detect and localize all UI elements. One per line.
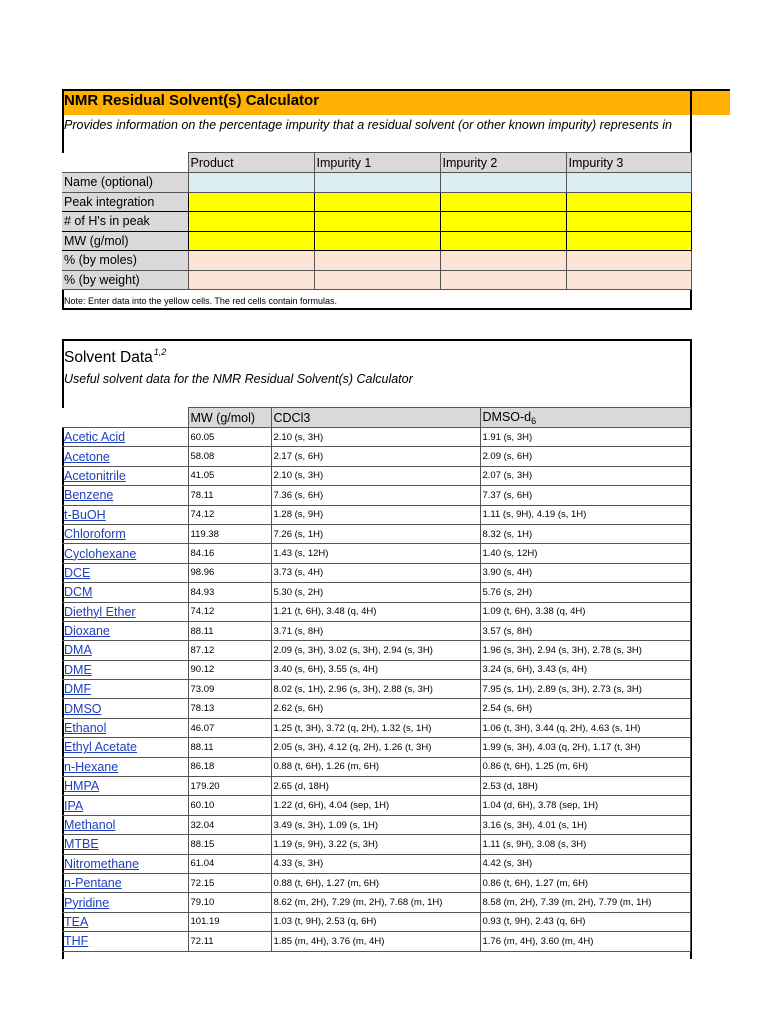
solvent-name-cell	[62, 428, 188, 447]
table-row	[62, 738, 690, 757]
mw-cell: 46.07	[188, 718, 271, 737]
solvent-link[interactable]: Nitromethane	[64, 856, 140, 871]
dmso-header-subscript: 6	[531, 415, 537, 426]
dmso-shift-cell: 3.16 (s, 3H), 4.01 (s, 1H)	[480, 815, 690, 834]
cdcl3-shift-cell: 1.21 (t, 6H), 3.48 (q, 4H)	[271, 602, 480, 621]
solvent-link[interactable]: t-BuOH	[64, 507, 106, 522]
table-row	[62, 602, 690, 621]
table-row	[62, 447, 690, 466]
input-cell-hcount-product[interactable]	[188, 212, 314, 232]
column-header-dmso	[480, 408, 690, 428]
column-header-impurity-2: Impurity 2	[440, 153, 566, 173]
column-header-cdcl3: CDCl3	[271, 408, 480, 428]
dmso-shift-cell: 2.07 (s, 3H)	[480, 466, 690, 485]
solvent-link[interactable]: Acetonitrile	[64, 468, 126, 483]
table-row	[62, 544, 690, 563]
solvent-link[interactable]: DME	[64, 662, 92, 677]
formula-cell-weight-impurity-2	[440, 270, 566, 290]
mw-cell: 84.93	[188, 583, 271, 602]
cdcl3-shift-cell: 2.17 (s, 6H)	[271, 447, 480, 466]
input-cell-name-product[interactable]	[188, 173, 314, 193]
row-h-count	[62, 212, 691, 232]
dmso-shift-cell: 7.37 (s, 6H)	[480, 486, 690, 505]
solvent-name-cell	[62, 699, 188, 718]
solvent-data-title-text: Solvent Data	[64, 349, 153, 366]
solvent-name-cell	[62, 563, 188, 582]
solvent-link[interactable]: HMPA	[64, 779, 100, 794]
column-header-mw: MW (g/mol)	[188, 408, 271, 428]
header-blank-cell	[62, 153, 188, 173]
solvent-link[interactable]: DCE	[64, 565, 91, 580]
solvent-link[interactable]: THF	[64, 934, 89, 949]
cdcl3-shift-cell: 0.88 (t, 6H), 1.26 (m, 6H)	[271, 757, 480, 776]
cdcl3-shift-cell: 1.28 (s, 9H)	[271, 505, 480, 524]
solvent-link[interactable]: n-Hexane	[64, 759, 119, 774]
table-row	[62, 699, 690, 718]
cdcl3-shift-cell: 1.85 (m, 4H), 3.76 (m, 4H)	[271, 932, 480, 951]
solvent-name-cell	[62, 583, 188, 602]
dmso-shift-cell: 1.99 (s, 3H), 4.03 (q, 2H), 1.17 (t, 3H)	[480, 738, 690, 757]
mw-cell: 60.10	[188, 796, 271, 815]
solvent-link[interactable]: DMF	[64, 682, 92, 697]
solvent-link[interactable]: TEA	[64, 914, 89, 929]
mw-cell: 88.11	[188, 621, 271, 640]
header-blank-cell	[62, 408, 188, 428]
solvent-data-footnote-ref: 1,2	[153, 347, 167, 357]
solvent-name-cell	[62, 544, 188, 563]
solvent-link[interactable]: MTBE	[64, 837, 99, 852]
row-percent-moles	[62, 251, 691, 271]
table-row	[62, 486, 690, 505]
mw-cell: 90.12	[188, 660, 271, 679]
table-row	[62, 563, 690, 582]
row-mw	[62, 231, 691, 251]
table-row	[62, 524, 690, 543]
solvent-link[interactable]: DMA	[64, 643, 92, 658]
cdcl3-shift-cell: 0.88 (t, 6H), 1.27 (m, 6H)	[271, 873, 480, 892]
cdcl3-shift-cell: 3.71 (s, 8H)	[271, 621, 480, 640]
cdcl3-shift-cell: 4.33 (s, 3H)	[271, 854, 480, 873]
mw-cell: 73.09	[188, 680, 271, 699]
solvent-name-cell	[62, 738, 188, 757]
row-label-peak-integration: Peak integration	[62, 192, 188, 212]
solvent-name-cell	[62, 932, 188, 951]
mw-cell: 87.12	[188, 641, 271, 660]
table-row	[62, 621, 690, 640]
formula-cell-weight-impurity-3	[566, 270, 691, 290]
cdcl3-shift-cell: 2.10 (s, 3H)	[271, 466, 480, 485]
solvent-name-cell	[62, 854, 188, 873]
table-row	[62, 932, 690, 951]
table-row	[62, 893, 690, 912]
dmso-shift-cell: 2.54 (s, 6H)	[480, 699, 690, 718]
table-row	[62, 835, 690, 854]
input-cell-name-impurity-1[interactable]	[314, 173, 440, 193]
mw-cell: 79.10	[188, 893, 271, 912]
solvent-name-cell	[62, 486, 188, 505]
table-row	[62, 466, 690, 485]
table-row	[62, 428, 690, 447]
dmso-shift-cell: 7.95 (s, 1H), 2.89 (s, 3H), 2.73 (s, 3H)	[480, 680, 690, 699]
solvent-table	[62, 407, 691, 952]
solvent-link[interactable]: Acetic Acid	[64, 430, 126, 445]
input-cell-integration-impurity-2[interactable]	[440, 192, 566, 212]
solvent-link[interactable]: Acetone	[64, 449, 110, 464]
calculator-title: NMR Residual Solvent(s) Calculator	[64, 92, 320, 109]
cdcl3-shift-cell: 3.49 (s, 3H), 1.09 (s, 1H)	[271, 815, 480, 834]
mw-cell: 101.19	[188, 912, 271, 931]
dmso-header-base: DMSO-d	[482, 409, 532, 424]
mw-cell: 88.11	[188, 738, 271, 757]
dmso-shift-cell: 8.32 (s, 1H)	[480, 524, 690, 543]
input-cell-integration-impurity-3[interactable]	[566, 192, 691, 212]
cdcl3-shift-cell: 1.03 (t, 9H), 2.53 (q, 6H)	[271, 912, 480, 931]
cdcl3-shift-cell: 2.10 (s, 3H)	[271, 428, 480, 447]
solvent-link[interactable]: Cyclohexane	[64, 546, 137, 561]
mw-cell: 74.12	[188, 602, 271, 621]
formula-cell-weight-product	[188, 270, 314, 290]
input-cell-hcount-impurity-1[interactable]	[314, 212, 440, 232]
mw-cell: 179.20	[188, 777, 271, 796]
mw-cell: 78.13	[188, 699, 271, 718]
row-percent-weight	[62, 270, 691, 290]
mw-cell: 88.15	[188, 835, 271, 854]
solvent-name-cell	[62, 757, 188, 776]
dmso-shift-cell: 8.58 (m, 2H), 7.39 (m, 2H), 7.79 (m, 1H)	[480, 893, 690, 912]
table-row	[62, 641, 690, 660]
table-row	[62, 796, 690, 815]
dmso-shift-cell: 1.40 (s, 12H)	[480, 544, 690, 563]
solvent-link[interactable]: IPA	[64, 798, 84, 813]
solvent-header-row	[62, 408, 690, 428]
mw-cell: 98.96	[188, 563, 271, 582]
dmso-shift-cell: 0.86 (t, 6H), 1.25 (m, 6H)	[480, 757, 690, 776]
solvent-link[interactable]: DCM	[64, 585, 93, 600]
row-label-h-count: # of H's in peak	[62, 212, 188, 232]
cdcl3-shift-cell: 8.02 (s, 1H), 2.96 (s, 3H), 2.88 (s, 3H)	[271, 680, 480, 699]
solvent-name-cell	[62, 796, 188, 815]
input-cell-hcount-impurity-2[interactable]	[440, 212, 566, 232]
solvent-link[interactable]: Pyridine	[64, 895, 110, 910]
table-row	[62, 873, 690, 892]
calculator-table	[62, 152, 692, 290]
input-cell-integration-product[interactable]	[188, 192, 314, 212]
column-header-product: Product	[188, 153, 314, 173]
row-label-percent-moles: % (by moles)	[62, 251, 188, 271]
solvent-name-cell	[62, 835, 188, 854]
column-header-impurity-3: Impurity 3	[566, 153, 691, 173]
cdcl3-shift-cell: 1.19 (s, 9H), 3.22 (s, 3H)	[271, 835, 480, 854]
mw-cell: 32.04	[188, 815, 271, 834]
table-row	[62, 912, 690, 931]
cdcl3-shift-cell: 3.73 (s, 4H)	[271, 563, 480, 582]
cdcl3-shift-cell: 2.05 (s, 3H), 4.12 (q, 2H), 1.26 (t, 3H)	[271, 738, 480, 757]
solvent-link[interactable]: Benzene	[64, 488, 114, 503]
dmso-shift-cell: 1.06 (t, 3H), 3.44 (q, 2H), 4.63 (s, 1H)	[480, 718, 690, 737]
dmso-shift-cell: 1.04 (d, 6H), 3.78 (sep, 1H)	[480, 796, 690, 815]
solvent-name-cell	[62, 641, 188, 660]
mw-cell: 78.11	[188, 486, 271, 505]
solvent-link[interactable]: n-Pentane	[64, 876, 122, 891]
input-cell-mw-impurity-2[interactable]	[440, 231, 566, 251]
input-cell-mw-product[interactable]	[188, 231, 314, 251]
table-row	[62, 680, 690, 699]
cdcl3-shift-cell: 2.09 (s, 3H), 3.02 (s, 3H), 2.94 (s, 3H)	[271, 641, 480, 660]
table-row	[62, 777, 690, 796]
table-row	[62, 815, 690, 834]
solvent-name-cell	[62, 524, 188, 543]
cdcl3-shift-cell: 2.65 (d, 18H)	[271, 777, 480, 796]
cdcl3-shift-cell: 3.40 (s, 6H), 3.55 (s, 4H)	[271, 660, 480, 679]
input-cell-name-impurity-2[interactable]	[440, 173, 566, 193]
row-name	[62, 173, 691, 193]
solvent-table-body	[62, 428, 690, 952]
cdcl3-shift-cell: 5.30 (s, 2H)	[271, 583, 480, 602]
table-row	[62, 757, 690, 776]
solvent-link[interactable]: DMSO	[64, 701, 102, 716]
input-cell-hcount-impurity-3[interactable]	[566, 212, 691, 232]
mw-cell: 72.11	[188, 932, 271, 951]
solvent-link[interactable]: Methanol	[64, 818, 116, 832]
dmso-shift-cell: 1.11 (s, 9H), 4.19 (s, 1H)	[480, 505, 690, 524]
dmso-shift-cell: 3.90 (s, 4H)	[480, 563, 690, 582]
dmso-shift-cell: 1.96 (s, 3H), 2.94 (s, 3H), 2.78 (s, 3H)	[480, 641, 690, 660]
input-cell-integration-impurity-1[interactable]	[314, 192, 440, 212]
input-cell-mw-impurity-3[interactable]	[566, 231, 691, 251]
dmso-shift-cell: 1.91 (s, 3H)	[480, 428, 690, 447]
table-row	[62, 854, 690, 873]
formula-cell-moles-impurity-1	[314, 251, 440, 271]
dmso-shift-cell: 1.11 (s, 9H), 3.08 (s, 3H)	[480, 835, 690, 854]
mw-cell: 74.12	[188, 505, 271, 524]
cdcl3-shift-cell: 7.26 (s, 1H)	[271, 524, 480, 543]
formula-cell-moles-impurity-2	[440, 251, 566, 271]
formula-cell-moles-product	[188, 251, 314, 271]
row-label-percent-weight: % (by weight)	[62, 270, 188, 290]
cdcl3-shift-cell: 1.43 (s, 12H)	[271, 544, 480, 563]
solvent-name-cell	[62, 466, 188, 485]
dmso-shift-cell: 4.42 (s, 3H)	[480, 854, 690, 873]
solvent-link[interactable]: Dioxane	[64, 624, 110, 639]
solvent-data-title	[64, 347, 166, 367]
solvent-name-cell	[62, 505, 188, 524]
cdcl3-shift-cell: 8.62 (m, 2H), 7.29 (m, 2H), 7.68 (m, 1H)	[271, 893, 480, 912]
solvent-name-cell	[62, 815, 188, 834]
table-row	[62, 583, 690, 602]
mw-cell: 86.18	[188, 757, 271, 776]
mw-cell: 61.04	[188, 854, 271, 873]
solvent-name-cell	[62, 602, 188, 621]
table-row	[62, 718, 690, 737]
solvent-link[interactable]: Diethyl Ether	[64, 604, 136, 619]
solvent-name-cell	[62, 777, 188, 796]
table-row	[62, 505, 690, 524]
input-cell-mw-impurity-1[interactable]	[314, 231, 440, 251]
calculator-description: Provides information on the percentage impurity that a residual solvent (or other known impurity) represents in	[64, 118, 672, 132]
cdcl3-shift-cell: 2.62 (s, 6H)	[271, 699, 480, 718]
solvent-name-cell	[62, 447, 188, 466]
dmso-shift-cell: 1.09 (t, 6H), 3.38 (q, 4H)	[480, 602, 690, 621]
dmso-shift-cell: 2.09 (s, 6H)	[480, 447, 690, 466]
mw-cell: 58.08	[188, 447, 271, 466]
cdcl3-shift-cell: 1.22 (d, 6H), 4.04 (sep, 1H)	[271, 796, 480, 815]
solvent-link[interactable]: Chloroform	[64, 527, 126, 542]
mw-cell: 60.05	[188, 428, 271, 447]
row-peak-integration	[62, 192, 691, 212]
solvent-link[interactable]: Ethanol	[64, 721, 107, 736]
solvent-name-cell	[62, 893, 188, 912]
mw-cell: 119.38	[188, 524, 271, 543]
solvent-name-cell	[62, 912, 188, 931]
solvent-name-cell	[62, 680, 188, 699]
dmso-shift-cell: 2.53 (d, 18H)	[480, 777, 690, 796]
dmso-shift-cell: 5.76 (s, 2H)	[480, 583, 690, 602]
dmso-shift-cell: 0.86 (t, 6H), 1.27 (m, 6H)	[480, 873, 690, 892]
dmso-shift-cell: 3.57 (s, 8H)	[480, 621, 690, 640]
solvent-name-cell	[62, 660, 188, 679]
dmso-shift-cell: 1.76 (m, 4H), 3.60 (m, 4H)	[480, 932, 690, 951]
mw-cell: 41.05	[188, 466, 271, 485]
table-row	[62, 660, 690, 679]
cdcl3-shift-cell: 7.36 (s, 6H)	[271, 486, 480, 505]
solvent-link[interactable]: Ethyl Acetate	[64, 740, 137, 755]
calculator-note: Note: Enter data into the yellow cells. The red cells contain formulas.	[64, 296, 337, 306]
row-label-mw: MW (g/mol)	[62, 231, 188, 251]
formula-cell-weight-impurity-1	[314, 270, 440, 290]
solvent-name-cell	[62, 718, 188, 737]
solvent-name-cell	[62, 873, 188, 892]
formula-cell-moles-impurity-3	[566, 251, 691, 271]
calculator-header-row	[62, 153, 691, 173]
row-label-name: Name (optional)	[62, 173, 188, 193]
mw-cell: 84.16	[188, 544, 271, 563]
solvent-data-description: Useful solvent data for the NMR Residual Solvent(s) Calculator	[64, 372, 413, 386]
solvent-name-cell	[62, 621, 188, 640]
column-header-impurity-1: Impurity 1	[314, 153, 440, 173]
dmso-shift-cell: 0.93 (t, 9H), 2.43 (q, 6H)	[480, 912, 690, 931]
mw-cell: 72.15	[188, 873, 271, 892]
input-cell-name-impurity-3[interactable]	[566, 173, 691, 193]
dmso-shift-cell: 3.24 (s, 6H), 3.43 (s, 4H)	[480, 660, 690, 679]
cdcl3-shift-cell: 1.25 (t, 3H), 3.72 (q, 2H), 1.32 (s, 1H)	[271, 718, 480, 737]
